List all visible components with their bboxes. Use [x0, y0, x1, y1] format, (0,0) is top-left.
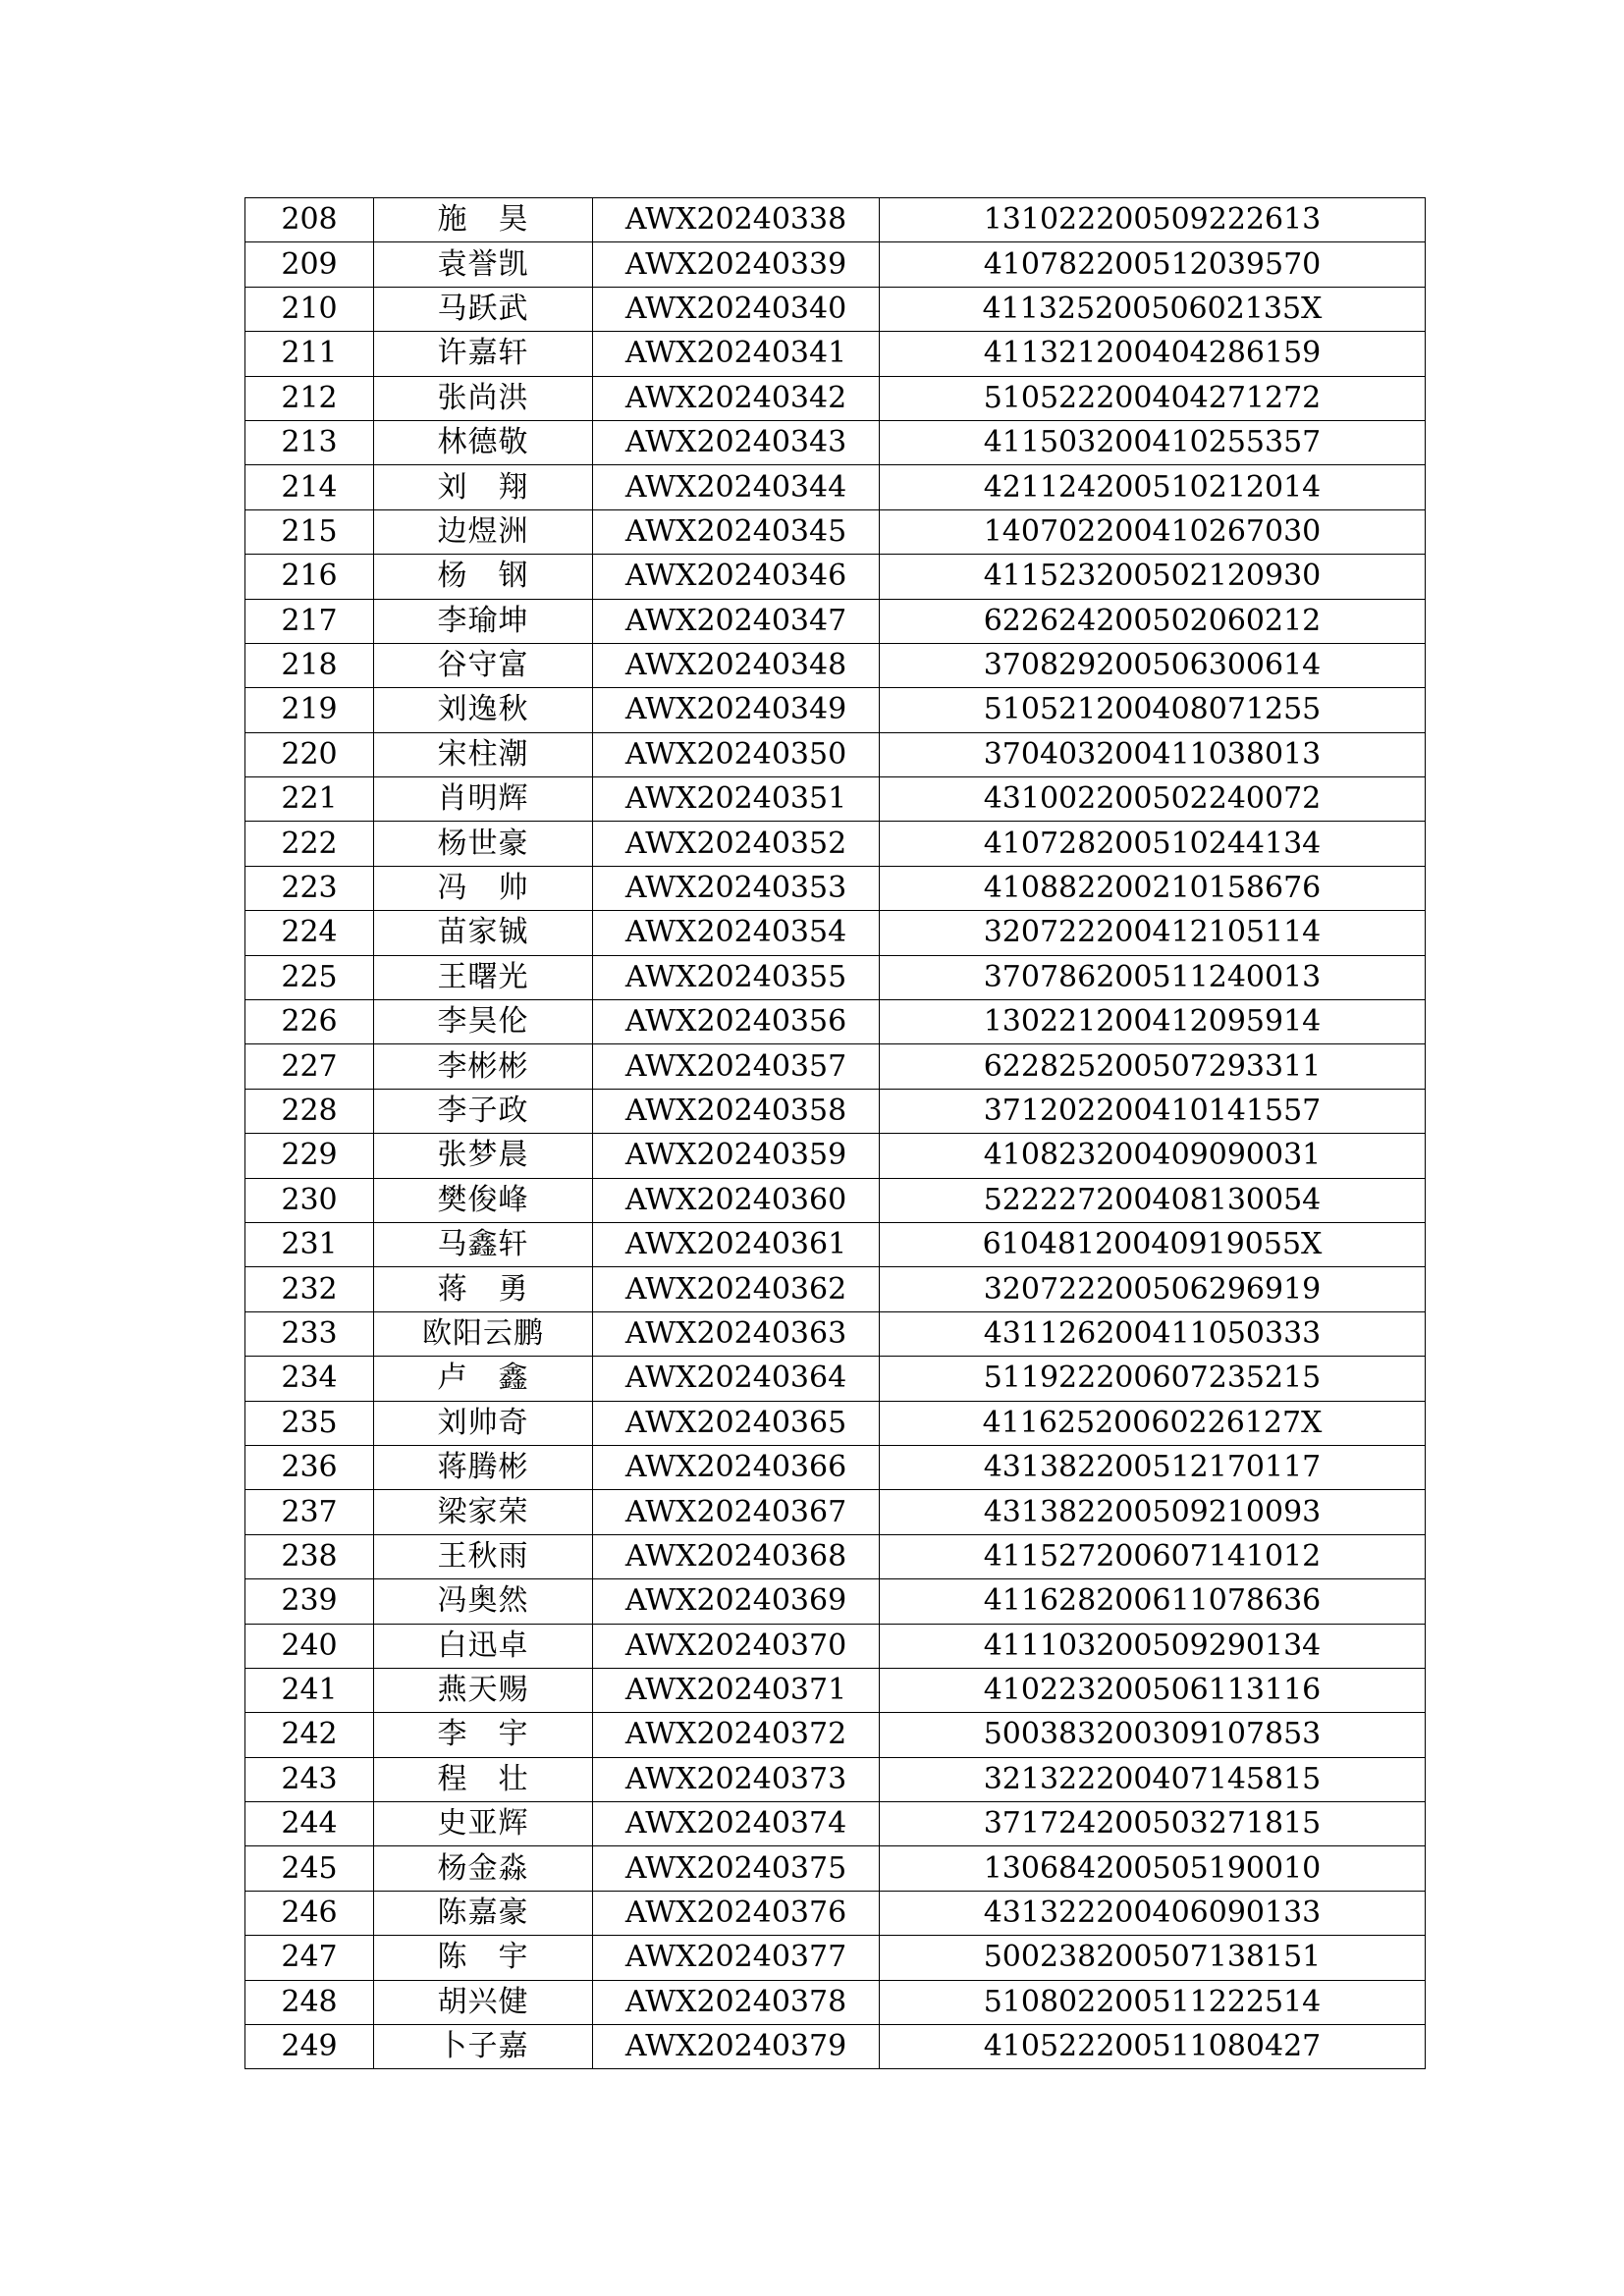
id-number-cell: 421124200510212014 [880, 465, 1426, 509]
row-number-cell: 210 [245, 287, 374, 331]
exam-code-cell: AWX20240356 [593, 1000, 880, 1044]
row-number-cell: 247 [245, 1936, 374, 1980]
name-cell: 程 壮 [374, 1757, 593, 1801]
exam-code-cell: AWX20240361 [593, 1222, 880, 1266]
row-number-cell: 242 [245, 1713, 374, 1757]
exam-code-cell: AWX20240349 [593, 688, 880, 732]
id-number-cell: 320722200506296919 [880, 1267, 1426, 1311]
table-row [245, 1044, 1426, 1089]
id-number-cell: 410522200511080427 [880, 2025, 1426, 2069]
name-cell: 史亚辉 [374, 1802, 593, 1846]
id-number-cell: 500238200507138151 [880, 1936, 1426, 1980]
table-row [245, 420, 1426, 464]
name-cell: 燕天赐 [374, 1668, 593, 1712]
table-row [245, 1222, 1426, 1266]
exam-code-cell: AWX20240345 [593, 509, 880, 554]
row-number-cell: 212 [245, 376, 374, 420]
table-row [245, 509, 1426, 554]
name-cell: 冯奥然 [374, 1579, 593, 1624]
name-cell: 李子政 [374, 1089, 593, 1133]
id-number-cell: 431002200502240072 [880, 777, 1426, 822]
id-number-cell: 411523200502120930 [880, 555, 1426, 599]
row-number-cell: 220 [245, 732, 374, 776]
exam-code-cell: AWX20240339 [593, 242, 880, 287]
table-row [245, 1401, 1426, 1445]
name-cell: 宋柱潮 [374, 732, 593, 776]
exam-code-cell: AWX20240344 [593, 465, 880, 509]
name-cell: 刘逸秋 [374, 688, 593, 732]
row-number-cell: 239 [245, 1579, 374, 1624]
exam-code-cell: AWX20240373 [593, 1757, 880, 1801]
row-number-cell: 216 [245, 555, 374, 599]
name-cell: 杨金淼 [374, 1846, 593, 1891]
exam-code-cell: AWX20240338 [593, 198, 880, 242]
id-number-cell: 321322200407145815 [880, 1757, 1426, 1801]
name-cell: 陈 宇 [374, 1936, 593, 1980]
id-number-cell: 411527200607141012 [880, 1534, 1426, 1578]
table-row [245, 955, 1426, 999]
id-number-cell: 130684200505190010 [880, 1846, 1426, 1891]
name-cell: 白迅卓 [374, 1624, 593, 1668]
id-number-cell: 622825200507293311 [880, 1044, 1426, 1089]
name-cell: 许嘉轩 [374, 332, 593, 376]
table-row [245, 287, 1426, 331]
exam-code-cell: AWX20240342 [593, 376, 880, 420]
table-row [245, 1357, 1426, 1401]
exam-code-cell: AWX20240372 [593, 1713, 880, 1757]
id-number-cell: 371724200503271815 [880, 1802, 1426, 1846]
row-number-cell: 248 [245, 1980, 374, 2024]
exam-code-cell: AWX20240340 [593, 287, 880, 331]
name-cell: 刘帅奇 [374, 1401, 593, 1445]
table-row [245, 1713, 1426, 1757]
id-number-cell: 370829200506300614 [880, 643, 1426, 687]
roster-table-body [245, 198, 1426, 2069]
row-number-cell: 243 [245, 1757, 374, 1801]
exam-code-cell: AWX20240350 [593, 732, 880, 776]
name-cell: 杨世豪 [374, 822, 593, 866]
id-number-cell: 431382200512170117 [880, 1445, 1426, 1489]
exam-code-cell: AWX20240367 [593, 1490, 880, 1534]
name-cell: 李 宇 [374, 1713, 593, 1757]
name-cell: 蒋腾彬 [374, 1445, 593, 1489]
table-row [245, 1490, 1426, 1534]
id-number-cell: 140702200410267030 [880, 509, 1426, 554]
exam-code-cell: AWX20240379 [593, 2025, 880, 2069]
row-number-cell: 231 [245, 1222, 374, 1266]
row-number-cell: 236 [245, 1445, 374, 1489]
row-number-cell: 221 [245, 777, 374, 822]
table-row [245, 1178, 1426, 1222]
exam-code-cell: AWX20240369 [593, 1579, 880, 1624]
id-number-cell: 130221200412095914 [880, 1000, 1426, 1044]
table-row [245, 1624, 1426, 1668]
exam-code-cell: AWX20240359 [593, 1134, 880, 1178]
row-number-cell: 241 [245, 1668, 374, 1712]
exam-code-cell: AWX20240374 [593, 1802, 880, 1846]
row-number-cell: 224 [245, 911, 374, 955]
id-number-cell: 41132520050602135X [880, 287, 1426, 331]
row-number-cell: 229 [245, 1134, 374, 1178]
exam-code-cell: AWX20240370 [593, 1624, 880, 1668]
row-number-cell: 230 [245, 1178, 374, 1222]
exam-code-cell: AWX20240365 [593, 1401, 880, 1445]
name-cell: 肖明辉 [374, 777, 593, 822]
row-number-cell: 246 [245, 1891, 374, 1935]
id-number-cell: 431126200411050333 [880, 1311, 1426, 1356]
row-number-cell: 228 [245, 1089, 374, 1133]
roster-table [244, 197, 1426, 2069]
table-row [245, 732, 1426, 776]
name-cell: 马跃武 [374, 287, 593, 331]
exam-code-cell: AWX20240366 [593, 1445, 880, 1489]
id-number-cell: 410782200512039570 [880, 242, 1426, 287]
id-number-cell: 410223200506113116 [880, 1668, 1426, 1712]
name-cell: 陈嘉豪 [374, 1891, 593, 1935]
name-cell: 梁家荣 [374, 1490, 593, 1534]
row-number-cell: 238 [245, 1534, 374, 1578]
name-cell: 李昊伦 [374, 1000, 593, 1044]
table-row [245, 1891, 1426, 1935]
table-row [245, 2025, 1426, 2069]
row-number-cell: 222 [245, 822, 374, 866]
name-cell: 马鑫轩 [374, 1222, 593, 1266]
table-row [245, 1668, 1426, 1712]
row-number-cell: 217 [245, 599, 374, 643]
row-number-cell: 237 [245, 1490, 374, 1534]
name-cell: 张尚洪 [374, 376, 593, 420]
id-number-cell: 510522200404271272 [880, 376, 1426, 420]
name-cell: 刘 翔 [374, 465, 593, 509]
table-row [245, 1802, 1426, 1846]
id-number-cell: 411628200611078636 [880, 1579, 1426, 1624]
name-cell: 欧阳云鹏 [374, 1311, 593, 1356]
row-number-cell: 218 [245, 643, 374, 687]
name-cell: 樊俊峰 [374, 1178, 593, 1222]
id-number-cell: 370786200511240013 [880, 955, 1426, 999]
id-number-cell: 371202200410141557 [880, 1089, 1426, 1133]
table-row [245, 1936, 1426, 1980]
table-row [245, 1980, 1426, 2024]
id-number-cell: 431382200509210093 [880, 1490, 1426, 1534]
exam-code-cell: AWX20240368 [593, 1534, 880, 1578]
row-number-cell: 214 [245, 465, 374, 509]
row-number-cell: 211 [245, 332, 374, 376]
id-number-cell: 510802200511222514 [880, 1980, 1426, 2024]
id-number-cell: 510521200408071255 [880, 688, 1426, 732]
row-number-cell: 209 [245, 242, 374, 287]
name-cell: 李瑜坤 [374, 599, 593, 643]
row-number-cell: 244 [245, 1802, 374, 1846]
exam-code-cell: AWX20240362 [593, 1267, 880, 1311]
table-row [245, 1000, 1426, 1044]
name-cell: 杨 钢 [374, 555, 593, 599]
table-row [245, 555, 1426, 599]
exam-code-cell: AWX20240357 [593, 1044, 880, 1089]
table-row [245, 1846, 1426, 1891]
name-cell: 蒋 勇 [374, 1267, 593, 1311]
exam-code-cell: AWX20240355 [593, 955, 880, 999]
name-cell: 苗家铖 [374, 911, 593, 955]
id-number-cell: 511922200607235215 [880, 1357, 1426, 1401]
table-row [245, 1579, 1426, 1624]
exam-code-cell: AWX20240376 [593, 1891, 880, 1935]
name-cell: 林德敬 [374, 420, 593, 464]
table-row [245, 643, 1426, 687]
exam-code-cell: AWX20240363 [593, 1311, 880, 1356]
id-number-cell: 41162520060226127X [880, 1401, 1426, 1445]
exam-code-cell: AWX20240346 [593, 555, 880, 599]
row-number-cell: 235 [245, 1401, 374, 1445]
table-row [245, 242, 1426, 287]
name-cell: 袁誉凯 [374, 242, 593, 287]
row-number-cell: 240 [245, 1624, 374, 1668]
exam-code-cell: AWX20240348 [593, 643, 880, 687]
name-cell: 王曙光 [374, 955, 593, 999]
table-row [245, 1534, 1426, 1578]
exam-code-cell: AWX20240375 [593, 1846, 880, 1891]
id-number-cell: 622624200502060212 [880, 599, 1426, 643]
id-number-cell: 131022200509222613 [880, 198, 1426, 242]
row-number-cell: 213 [245, 420, 374, 464]
id-number-cell: 61048120040919055X [880, 1222, 1426, 1266]
table-row [245, 1267, 1426, 1311]
name-cell: 卜子嘉 [374, 2025, 593, 2069]
id-number-cell: 411503200410255357 [880, 420, 1426, 464]
name-cell: 李彬彬 [374, 1044, 593, 1089]
id-number-cell: 320722200412105114 [880, 911, 1426, 955]
exam-code-cell: AWX20240347 [593, 599, 880, 643]
row-number-cell: 249 [245, 2025, 374, 2069]
row-number-cell: 223 [245, 866, 374, 910]
exam-code-cell: AWX20240341 [593, 332, 880, 376]
id-number-cell: 500383200309107853 [880, 1713, 1426, 1757]
id-number-cell: 411321200404286159 [880, 332, 1426, 376]
exam-code-cell: AWX20240354 [593, 911, 880, 955]
exam-code-cell: AWX20240343 [593, 420, 880, 464]
table-row [245, 332, 1426, 376]
id-number-cell: 370403200411038013 [880, 732, 1426, 776]
table-row [245, 911, 1426, 955]
row-number-cell: 233 [245, 1311, 374, 1356]
name-cell: 王秋雨 [374, 1534, 593, 1578]
table-row [245, 376, 1426, 420]
exam-code-cell: AWX20240353 [593, 866, 880, 910]
table-row [245, 1134, 1426, 1178]
name-cell: 胡兴健 [374, 1980, 593, 2024]
table-row [245, 1757, 1426, 1801]
table-row [245, 688, 1426, 732]
row-number-cell: 245 [245, 1846, 374, 1891]
name-cell: 边煜洲 [374, 509, 593, 554]
exam-code-cell: AWX20240378 [593, 1980, 880, 2024]
table-row [245, 866, 1426, 910]
exam-code-cell: AWX20240352 [593, 822, 880, 866]
id-number-cell: 431322200406090133 [880, 1891, 1426, 1935]
row-number-cell: 219 [245, 688, 374, 732]
row-number-cell: 232 [245, 1267, 374, 1311]
table-row [245, 465, 1426, 509]
id-number-cell: 522227200408130054 [880, 1178, 1426, 1222]
exam-code-cell: AWX20240351 [593, 777, 880, 822]
row-number-cell: 234 [245, 1357, 374, 1401]
name-cell: 施 昊 [374, 198, 593, 242]
exam-code-cell: AWX20240358 [593, 1089, 880, 1133]
id-number-cell: 410728200510244134 [880, 822, 1426, 866]
row-number-cell: 215 [245, 509, 374, 554]
name-cell: 谷守富 [374, 643, 593, 687]
exam-code-cell: AWX20240371 [593, 1668, 880, 1712]
table-row [245, 1311, 1426, 1356]
id-number-cell: 411103200509290134 [880, 1624, 1426, 1668]
exam-code-cell: AWX20240364 [593, 1357, 880, 1401]
row-number-cell: 226 [245, 1000, 374, 1044]
table-row [245, 198, 1426, 242]
name-cell: 冯 帅 [374, 866, 593, 910]
row-number-cell: 227 [245, 1044, 374, 1089]
table-row [245, 822, 1426, 866]
table-row [245, 777, 1426, 822]
table-row [245, 1445, 1426, 1489]
row-number-cell: 208 [245, 198, 374, 242]
name-cell: 张梦晨 [374, 1134, 593, 1178]
exam-code-cell: AWX20240377 [593, 1936, 880, 1980]
table-row [245, 599, 1426, 643]
row-number-cell: 225 [245, 955, 374, 999]
exam-code-cell: AWX20240360 [593, 1178, 880, 1222]
table-row [245, 1089, 1426, 1133]
name-cell: 卢 鑫 [374, 1357, 593, 1401]
id-number-cell: 410823200409090031 [880, 1134, 1426, 1178]
id-number-cell: 410882200210158676 [880, 866, 1426, 910]
